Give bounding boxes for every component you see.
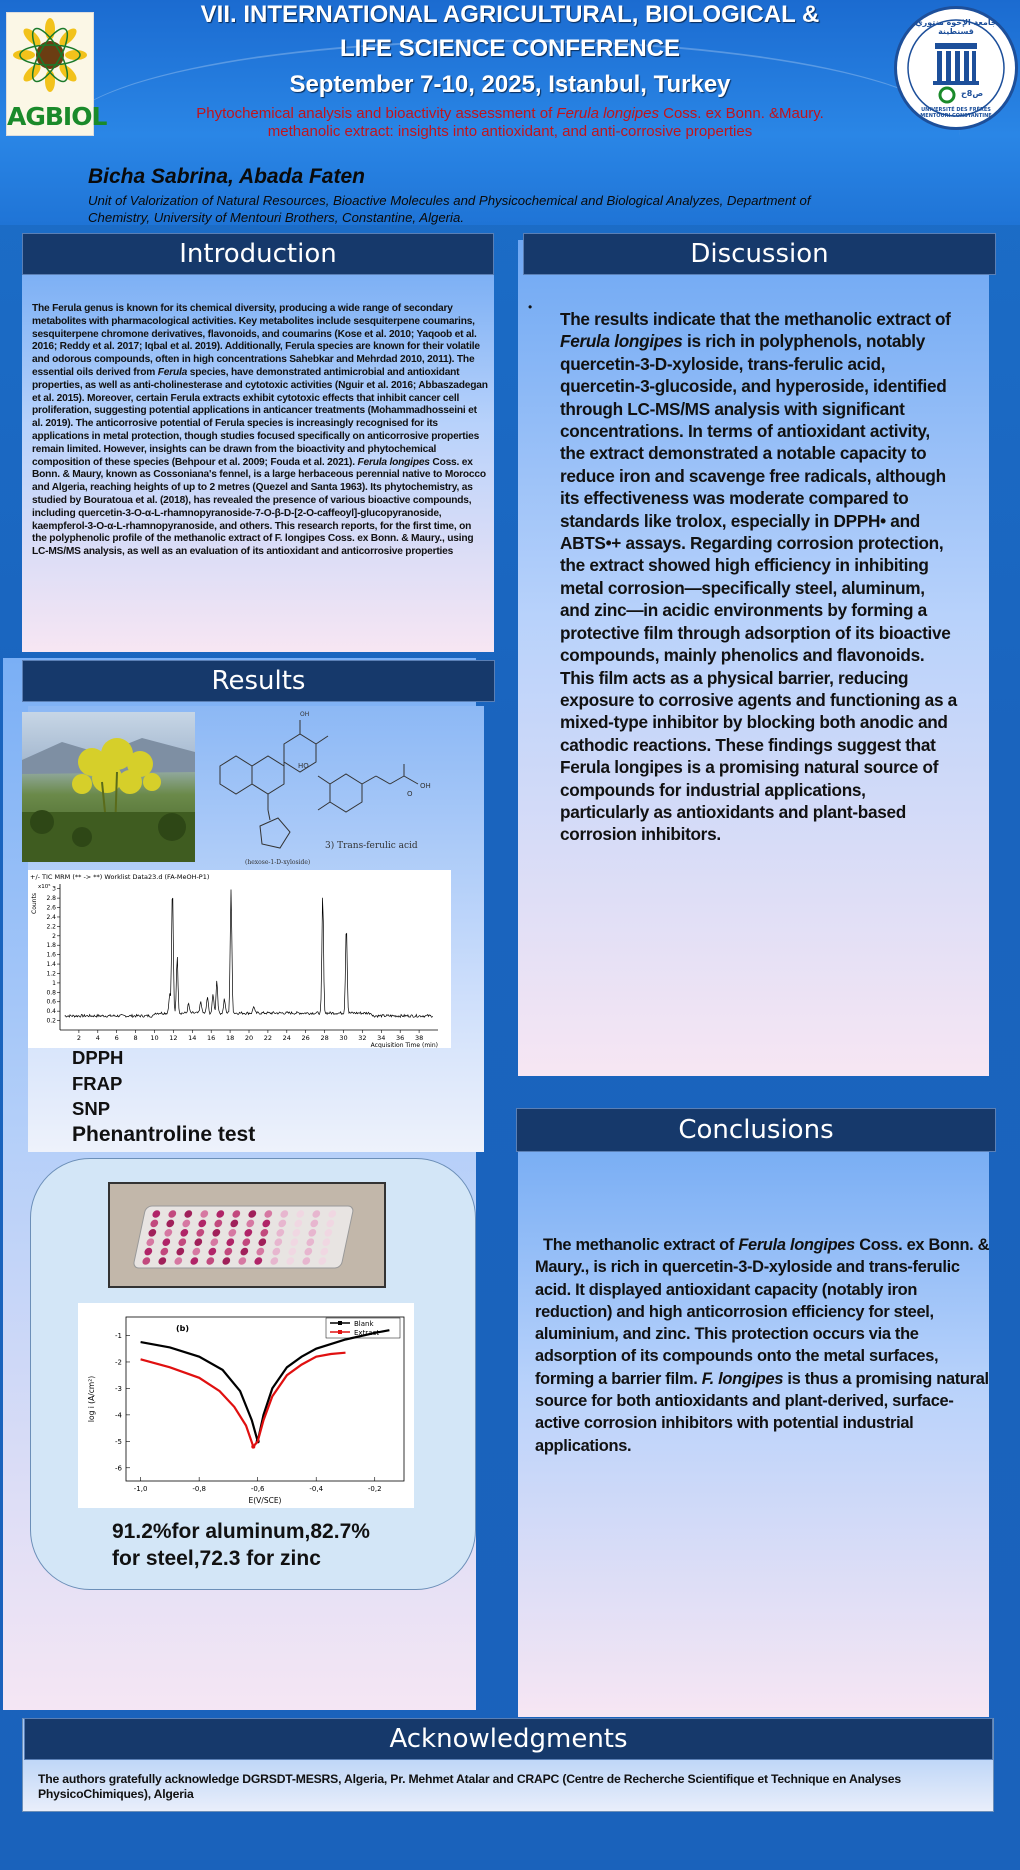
authors: Bicha Sabrina, Abada Faten <box>88 165 365 188</box>
chromatogram-xtick-label: 22 <box>263 1034 273 1042</box>
svg-text:OH: OH <box>420 782 431 790</box>
chromatogram-xtick-label: 10 <box>150 1034 159 1042</box>
introduction-text-2: species, have demonstrated antimicrobial and antioxidant properties, as well as anti-cholinesterase and cytotoxic activities (Nguir et al. 2016; Abbaszadegan et al. 2015). Moreover, certain Ferula extracts exhibit cytotoxic effects that inhibit cancer cell proliferation, suggesting potential applications in anticancer treatments (Mohammadhosseini et al. 2019). The anticorrosive potential of Ferula species is increasingly recognised for its applications in metal protection, though studies focused specifically on anticorrosive properties remain limited. However, insights can be drawn from the bioactivity and phytochemical composition of these species (Behpour et al. 2009; Fouda et al. 2021). <box>32 366 488 468</box>
quercetin-xyloside-structure <box>220 720 328 848</box>
polarization-ytick-label: -1 <box>115 1332 122 1341</box>
chromatogram-ytick-label: 1 <box>52 979 56 987</box>
introduction-text-1: The Ferula genus is known for its chemical diversity, producing a wide range of secondary metabolites with pharmacological activities. Key metabolites include sesquiterpene coumarins, sesquiterpene chromone derivatives, flavonoids, and coumarins (Kose et al. 2010; Yaqoob et al. 2016; Reddy et al. 2017; Iqbal et al. 2019). Additionally, Ferula species are known for their volatile and odorous compounds, often in high concentrations Sahebkar and Mehrdad 2010, 2011). The essential oils derived from <box>32 303 480 378</box>
introduction-heading: Introduction <box>22 233 494 275</box>
chromatogram-xtick-label: 20 <box>244 1034 254 1042</box>
introduction-text-3: Coss. ex Bonn. & Maury, known as Cossoniana's fennel, is a large herbaceous perennial native to Morocco and Algeria, reaching heights of up to 2 metres (Quezel and Santa 1963). Its phytochemistry, as studied by Bouratoua et al. (2018), has revealed the presence of various bioactive compounds, including quercetin-3-O-α-L-rhamnopyranoside-7-O-β-D-[2-O-caffeoyl]-glucopyranoside, kaempferol-3-O-α-L-rhamnopyranoside, and others. This research reports, for the first time, on the polyphenolic profile of the methanolic extract of F. longipes Coss. ex Bonn. & Maury., using LC-MS/MS analysis, as well as an evaluation of its antioxidant and anticorrosive properties <box>32 456 486 558</box>
university-seal-french: UNIVERSITÉ DES FRÈRES MENTOURI CONSTANTINE <box>920 107 992 119</box>
paper-title <box>140 105 880 141</box>
logo-text: AGBIOL <box>7 102 107 131</box>
chromatogram-ytick-label: 0.6 <box>46 998 56 1006</box>
chromatogram-ytick-label: 1.2 <box>46 970 56 978</box>
polarization-ylabel: log i (A/cm²) <box>87 1375 96 1423</box>
chromatogram-ytick-label: 2 <box>52 932 56 940</box>
structure-label-1: (hexose-1-D-xyloside) <box>245 859 311 866</box>
svg-text:HO: HO <box>298 762 309 770</box>
conclusions-text-2: Coss. ex Bonn. & Maury., is rich in quercetin-3-D-xyloside and trans-ferulic acid. It displayed antioxidant capacity (notably iron reduction) and high anticorrosion efficiency for steel, aluminium, and zinc. This protection occurs via the adsorption of its compounds onto the metal surfaces, forming a barrier film. <box>535 1236 990 1388</box>
legend-label-extract: Extract <box>354 1329 380 1337</box>
legend-marker-blank <box>338 1321 342 1325</box>
chromatogram-xtick-label: 30 <box>339 1034 348 1042</box>
chromatogram-ytick-label: 1.6 <box>46 951 56 959</box>
trans-ferulic-acid-structure <box>318 764 418 812</box>
conclusions-em-2: F. longipes <box>701 1369 784 1388</box>
chromatogram-xtick-label: 12 <box>169 1034 178 1042</box>
university-seal-mark: ص8ح <box>961 89 984 98</box>
chromatogram-ytick-label: 0.4 <box>46 1008 56 1016</box>
microplate-photo <box>108 1182 386 1288</box>
acknowledgments-heading: Acknowledgments <box>24 1718 993 1760</box>
chromatogram-ytick-label: 3 <box>52 885 56 893</box>
chromatogram-xtick-label: 38 <box>414 1034 424 1042</box>
conclusions-heading: Conclusions <box>516 1108 996 1152</box>
chromatogram-xtick-label: 28 <box>320 1034 329 1042</box>
polarization-ytick-label: -4 <box>115 1411 122 1420</box>
polarization-box <box>78 1303 414 1508</box>
conference-logo <box>6 12 107 136</box>
structure-label-2: 3) Trans-ferulic acid <box>325 841 418 851</box>
paper-title-species: Ferula longipes <box>556 105 659 122</box>
chromatogram-xtick-label: 24 <box>282 1034 291 1042</box>
polarization-chart <box>78 1303 414 1508</box>
chromatogram-xtick-label: 32 <box>358 1034 367 1042</box>
conference-date-place: September 7-10, 2025, Istanbul, Turkey <box>289 71 731 98</box>
inhibition-line2: for steel,72.3 for zinc <box>112 1547 321 1570</box>
chromatogram-xtick-label: 14 <box>188 1034 197 1042</box>
inhibition-line1: 91.2%for aluminum,82.7% <box>112 1520 370 1543</box>
chromatogram-ytick-label: 2.8 <box>46 895 56 903</box>
discussion-text-2: is rich in polyphenols, notably quercetin-3-D-xyloside, trans-ferulic acid, quercetin-3-glucoside, and hyperoside, identified through LC-MS/MS analysis with significant concentrations. In terms of antioxidant activity, the extract demonstrated a notable capacity to reduce iron and scavenge free radicals, although its effectiveness was moderate compared to standards like trolox, especially in DPPH• and ABTS•+ assays. Regarding corrosion protection, the extract showed high efficiency in inhibiting metal corrosion—specifically steel, aluminum, and zinc—in acidic environments by forming a protective film through adsorption of its bioactive compounds, mainly phenolics and flavonoids. This film acts as a physical barrier, reducing exposure to corrosive agents and functioning as a mixed-type inhibitor by blocking both anodic and cathodic reactions. These findings suggest that Ferula longipes is a promising natural source of compounds for industrial applications, particularly as antioxidants and plant-based corrosion inhibitors. <box>560 331 957 845</box>
conclusions-text-1: The methanolic extract of <box>543 1236 739 1254</box>
chromatogram-xtick-label: 2 <box>76 1034 81 1042</box>
polarization-ytick-label: -6 <box>115 1464 122 1473</box>
chromatogram-xtick-label: 16 <box>207 1034 216 1042</box>
conclusions-em-1: Ferula longipes <box>738 1236 855 1254</box>
polarization-xtick-label: -0,6 <box>250 1485 265 1493</box>
polarization-xtick-label: -0,2 <box>367 1485 382 1493</box>
conclusions-body <box>535 1234 993 1457</box>
polarization-xlabel: E(V/SCE) <box>248 1496 282 1505</box>
sunflower-atom-icon <box>7 15 93 101</box>
chromatogram-trace <box>65 890 433 1018</box>
chromatogram-xtick-label: 26 <box>301 1034 310 1042</box>
polarization-frame <box>126 1317 404 1481</box>
discussion-heading: Discussion <box>523 233 996 275</box>
introduction-body <box>32 303 488 559</box>
chromatogram-ytick-label: 1.8 <box>46 942 56 950</box>
acknowledgments-text: The authors gratefully acknowledge DGRSDT-MESRS, Algeria, Pr. Mehmet Atalar and CRAPC (Centre de Recherche Scientifique et Technique en Analyses PhysicoChimiques), Algeria <box>38 1772 901 1801</box>
introduction-em-1: Ferula <box>157 366 188 378</box>
inhibition-efficiency <box>112 1518 370 1572</box>
polarization-ytick-label: -3 <box>115 1384 122 1393</box>
legend-label-blank: Blank <box>354 1320 374 1328</box>
polarization-ytick-label: -2 <box>115 1358 122 1367</box>
chromatogram-xtick-label: 6 <box>114 1034 119 1042</box>
paper-title-post: Coss. ex Bonn. &Maury. <box>658 105 824 122</box>
introduction-em-2: Ferula longipes <box>357 456 430 468</box>
affiliation-line1: Unit of Valorization of Natural Resources, Bioactive Molecules and Physicochemical and Biological Analyzes, Department of <box>88 193 811 208</box>
paper-title-pre: Phytochemical analysis and bioactivity assessment of <box>196 105 557 122</box>
svg-text:O: O <box>407 790 413 798</box>
discussion-em: Ferula longipes <box>560 331 683 352</box>
discussion-bullet: • <box>528 300 533 314</box>
conference-title-line2: LIFE SCIENCE CONFERENCE <box>339 35 681 62</box>
polarization-xtick-label: -1,0 <box>133 1485 148 1493</box>
university-seal-arabic: جامعة الإخوة منتوري قسنطينة <box>915 18 997 36</box>
polarization-corrosion-point <box>251 1445 255 1449</box>
assay-snp: SNP <box>72 1098 111 1119</box>
chromatogram-xlabel: Acquisition Time (min) <box>370 1042 438 1048</box>
chromatogram-xtick-label: 34 <box>377 1034 386 1042</box>
assay-frap: FRAP <box>72 1072 123 1094</box>
polarization-xtick-label: -0,4 <box>309 1485 324 1493</box>
assay-phenantroline: Phenantroline test <box>72 1122 256 1146</box>
affiliation <box>88 192 948 226</box>
polarization-panel-label: (b) <box>176 1324 190 1333</box>
legend-marker-extract <box>338 1330 342 1334</box>
chromatogram-title: +/- TIC MRM (** -> **) Worklist Data23.d (FA-MeOH-P1) <box>30 873 210 881</box>
chromatogram-ytick-label: 0.8 <box>46 989 56 997</box>
polarization-xtick-label: -0,8 <box>192 1485 206 1493</box>
chromatogram-ylabel: Counts <box>31 893 38 914</box>
chromatogram-xtick-label: 36 <box>396 1034 405 1042</box>
paper-title-line2: methanolic extract: insights into antioxidant, and anti-corrosive properties <box>267 123 753 140</box>
chromatogram-ytick-label: 2.6 <box>46 904 56 912</box>
conference-title-line1: VII. INTERNATIONAL AGRICULTURAL, BIOLOGICAL & <box>200 1 820 28</box>
discussion-text-1: The results indicate that the methanolic extract of <box>560 309 951 329</box>
results-heading: Results <box>22 660 495 702</box>
affiliation-line2: Chemistry, University of Mentouri Brothers, Constantine, Algeria. <box>88 210 464 225</box>
ferula-plant-photo <box>22 712 195 862</box>
assay-dpph: DPPH <box>72 1047 124 1068</box>
chromatogram-box <box>28 870 451 1048</box>
chromatogram-chart <box>28 870 451 1048</box>
svg-text:OH: OH <box>300 711 310 718</box>
chromatogram-xtick-label: 18 <box>225 1034 235 1042</box>
chromatogram-ytick-label: 1.4 <box>46 961 56 969</box>
polarization-ytick-label: -5 <box>115 1437 122 1446</box>
chromatogram-ytick-label: 2.4 <box>46 913 56 921</box>
chromatogram-ytick-label: 2.2 <box>46 923 56 931</box>
chromatogram-xtick-label: 8 <box>133 1034 138 1042</box>
chemical-structures <box>200 706 470 866</box>
conclusions-text-3: is thus a promising natural source for both antioxidants and plant-derived, surface-active corrosion inhibitors with potential industrial applications. <box>535 1369 989 1455</box>
discussion-body <box>560 308 958 846</box>
university-seal <box>894 6 1018 130</box>
polarization-series-blank <box>141 1330 390 1441</box>
chromatogram-ytick-label: 0.2 <box>46 1017 56 1025</box>
chromatogram-xtick-label: 4 <box>95 1034 100 1042</box>
assay-list <box>72 1045 255 1147</box>
chromatogram-exponent: x10⁵ <box>38 884 51 890</box>
